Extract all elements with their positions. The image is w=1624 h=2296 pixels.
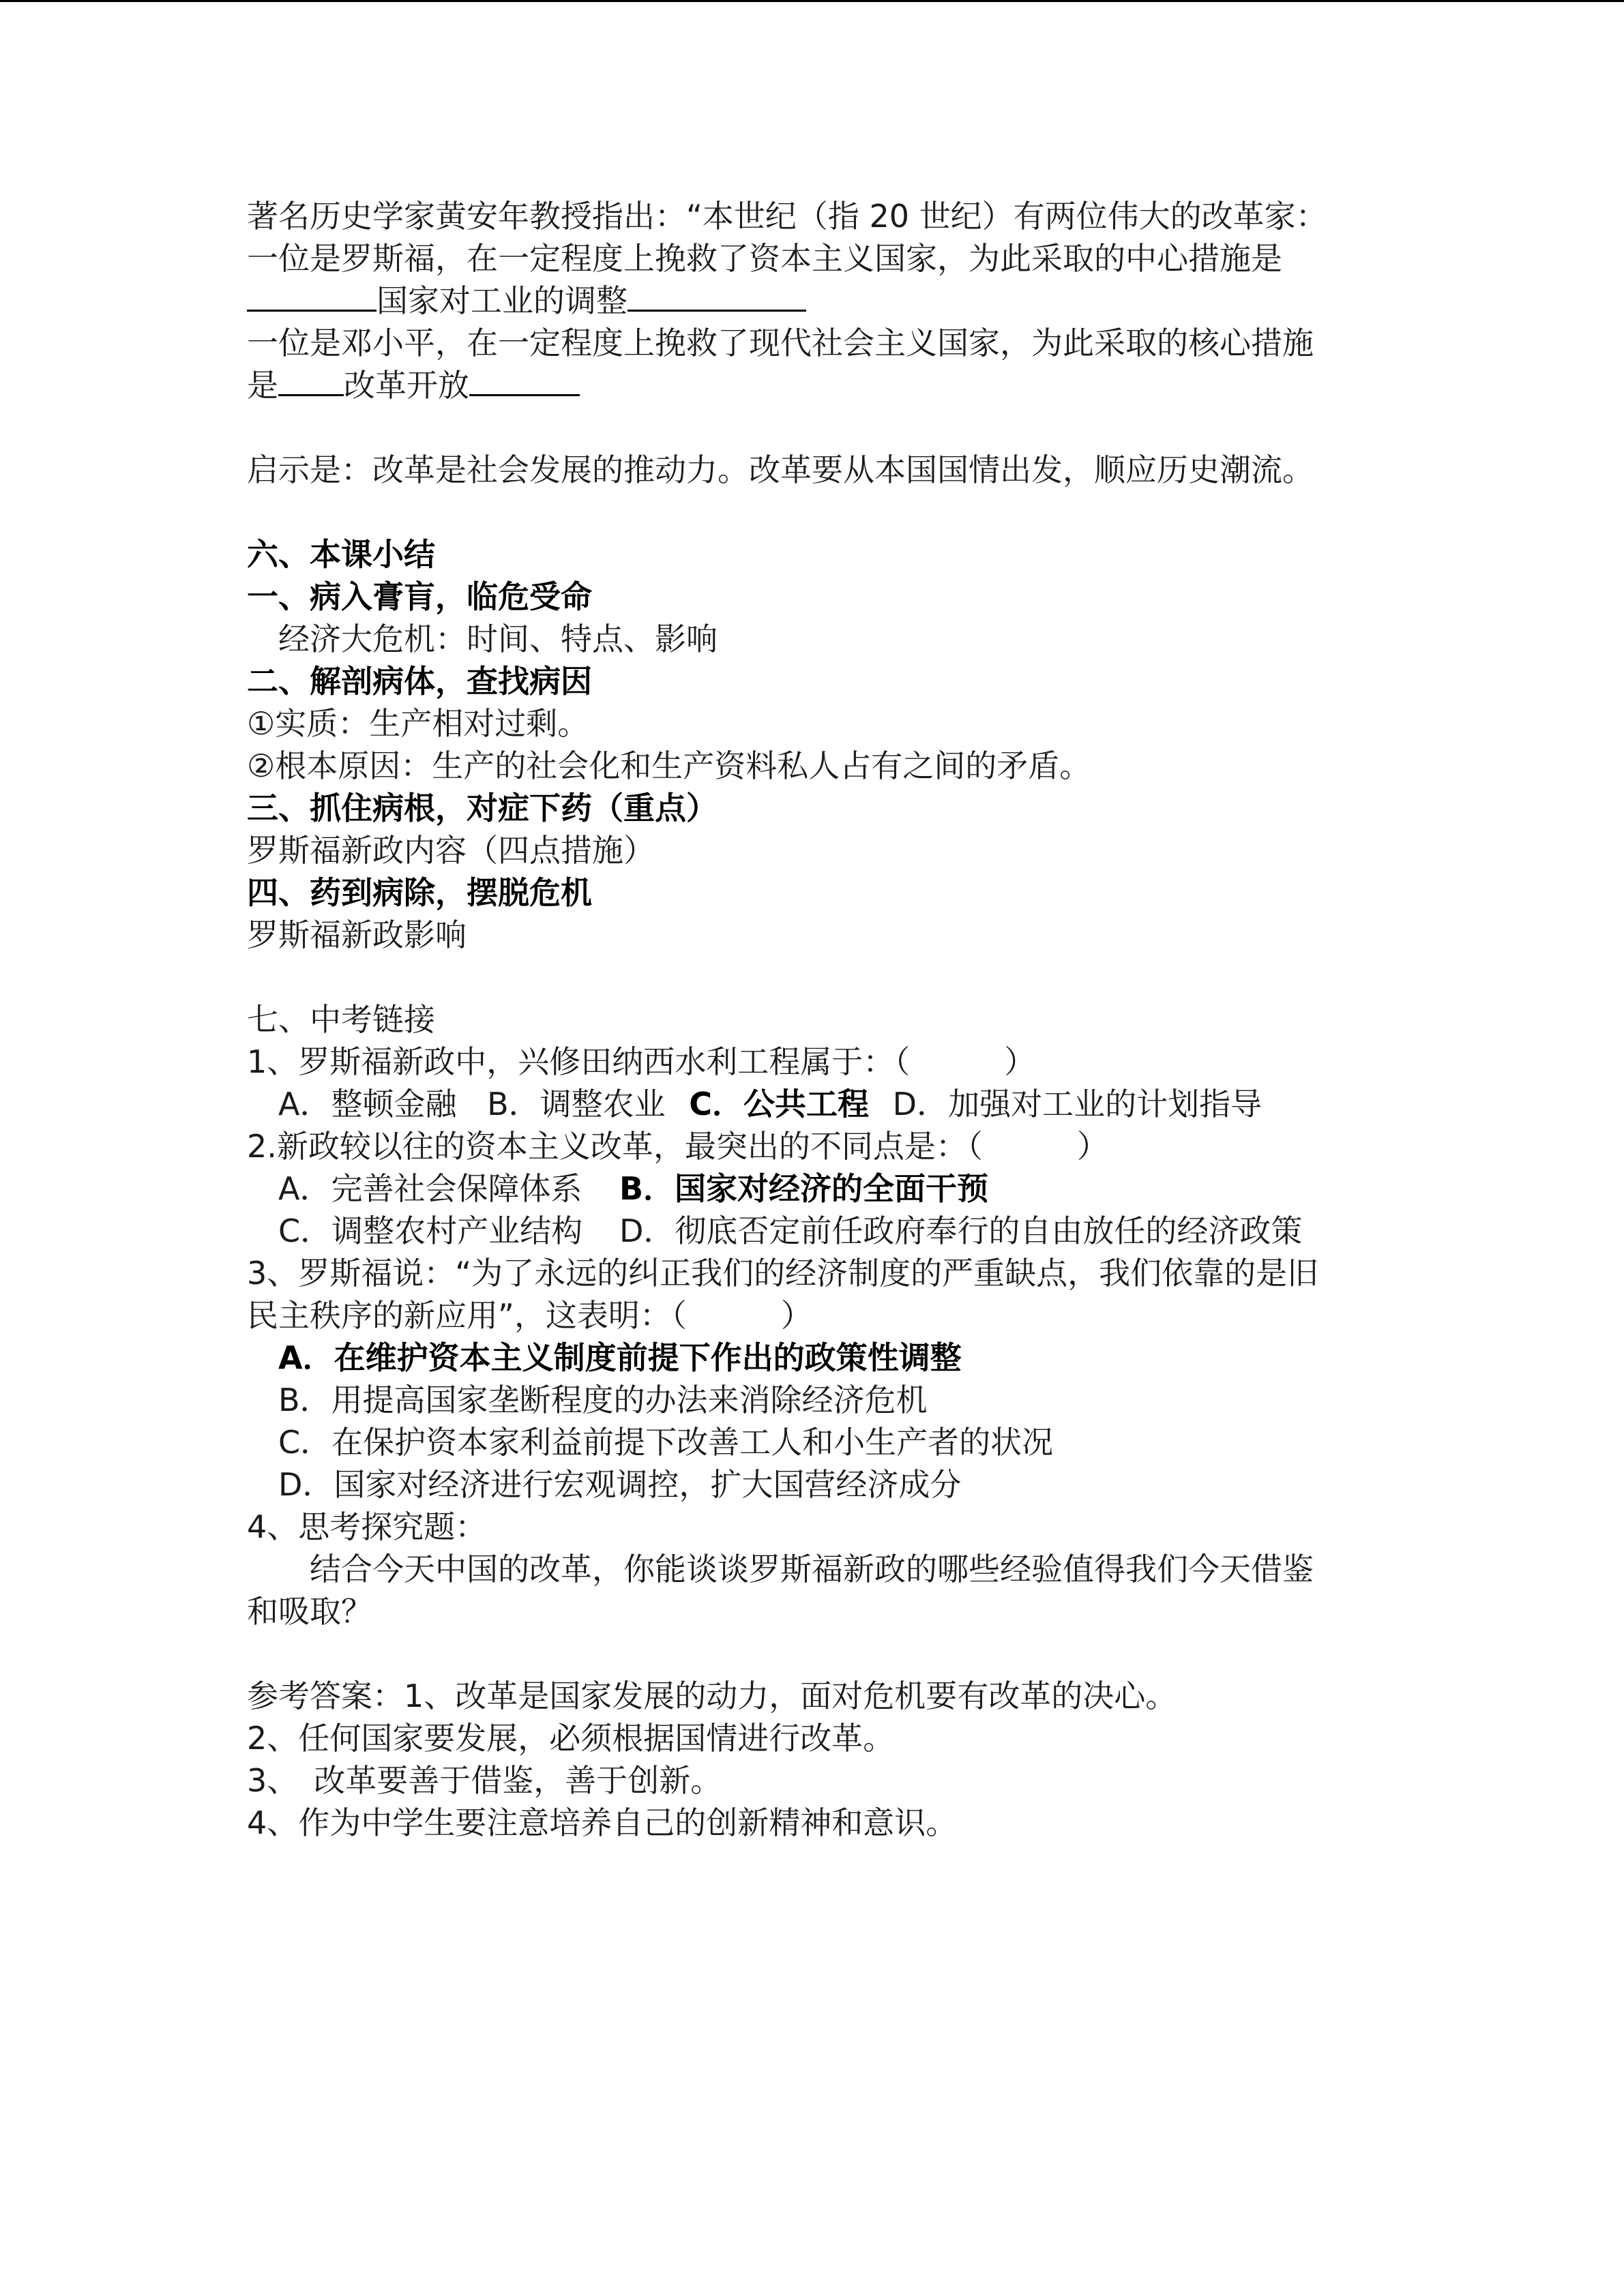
- summary-section-2-title: 二、解剖病体，查找病因: [247, 663, 592, 700]
- question-4-body-line-1: 结合今天中国的改革，你能谈谈罗斯福新政的哪些经验值得我们今天借鉴: [310, 1551, 1314, 1587]
- top-border-line: [0, 0, 1624, 2]
- summary-section-3-title: 三、抓住病根，对症下药（重点）: [247, 790, 718, 826]
- question-3-stem-line-2: 民主秩序的新应用”，这表明：（ ）: [247, 1297, 812, 1334]
- intro-line-3: [247, 280, 1393, 322]
- question-2-options-row-2: [247, 1210, 1393, 1252]
- question-1-option-a: A．整顿金融: [278, 1086, 457, 1122]
- summary-section-1-body: 经济大危机：时间、特点、影响: [278, 621, 718, 657]
- question-3-option-a: A．在维护资本主义制度前提下作出的政策性调整: [278, 1339, 962, 1376]
- insight-text: 启示是：改革是社会发展的推动力。改革要从本国国情出发，顺应历史潮流。: [247, 451, 1314, 488]
- intro-line-2: 一位是罗斯福，在一定程度上挽救了资本主义国家，为此采取的中心措施是: [247, 240, 1282, 277]
- exam-heading: 七、中考链接: [247, 1001, 435, 1038]
- intro-line-4: 一位是邓小平，在一定程度上挽救了现代社会主义国家，为此采取的核心措施: [247, 325, 1314, 361]
- question-4-body-line-2: 和吸取？: [247, 1593, 372, 1630]
- summary-section-2-item-1: ①实质：生产相对过剩。: [247, 705, 589, 742]
- answer-line-4: 4、作为中学生要注意培养自己的创新精神和意识。: [247, 1804, 958, 1841]
- fill-blank-lead-2: [278, 364, 344, 396]
- question-1-option-c: C．公共工程: [689, 1086, 870, 1122]
- summary-section-4-title: 四、药到病除，摆脱危机: [247, 874, 592, 911]
- fill-blank-trail-2: [469, 364, 580, 396]
- spacer: [247, 491, 1393, 533]
- spacer: [247, 406, 1393, 449]
- fill-blank-trail: [628, 280, 806, 312]
- spacer: [247, 956, 1393, 998]
- question-1-stem: 1、罗斯福新政中，兴修田纳西水利工程属于：（ ）: [247, 1043, 1036, 1080]
- intro-line-5: [247, 364, 1393, 406]
- question-2-option-c: C．调整农村产业结构: [278, 1212, 583, 1249]
- question-2-stem: 2.新政较以往的资本主义改革，最突出的不同点是：（ ）: [247, 1128, 1108, 1165]
- question-3-stem-line-1: 3、罗斯福说：“为了永远的纠正我们的经济制度的严重缺点，我们依靠的是旧: [247, 1255, 1319, 1292]
- answer-line-1: 参考答案：1、改革是国家发展的动力，面对危机要有改革的决心。: [247, 1678, 1177, 1714]
- question-1-option-d: D．加强对工业的计划指导: [892, 1086, 1263, 1122]
- question-1-option-b: B．调整农业: [487, 1086, 666, 1122]
- summary-section-1-title: 一、病入膏肓，临危受命: [247, 578, 592, 615]
- fill-blank-lead: [247, 280, 377, 312]
- answer-line-3: 3、 改革要善于借鉴，善于创新。: [247, 1762, 722, 1799]
- question-2-options-row-1: [247, 1167, 1393, 1210]
- question-2-option-a: A．完善社会保障体系: [278, 1170, 582, 1207]
- question-3-option-c: C．在保护资本家利益前提下改善工人和小生产者的状况: [278, 1424, 1054, 1461]
- fill-blank-answer-1: 国家对工业的调整: [377, 282, 628, 319]
- fill-blank-answer-2: 改革开放: [344, 367, 469, 404]
- question-2-option-b: B．国家对经济的全面干预: [619, 1170, 989, 1207]
- question-2-option-d: D．彻底否定前任政府奉行的自由放任的经济政策: [619, 1212, 1303, 1249]
- intro-line-5-prefix: 是: [247, 367, 278, 404]
- document-page: [247, 195, 1393, 1844]
- question-3-option-d: D．国家对经济进行宏观调控，扩大国营经济成分: [278, 1466, 962, 1503]
- question-1-options: [247, 1083, 1393, 1125]
- summary-section-2-item-2: ②根本原因：生产的社会化和生产资料私人占有之间的矛盾。: [247, 747, 1091, 784]
- intro-line-1: 著名历史学家黄安年教授指出：“本世纪（指 20 世纪）有两位伟大的改革家：: [247, 198, 1327, 235]
- summary-section-3-body: 罗斯福新政内容（四点措施）: [247, 832, 655, 869]
- question-3-option-b: B．用提高国家垄断程度的办法来消除经济危机: [278, 1382, 928, 1418]
- summary-heading: 六、本课小结: [247, 536, 435, 573]
- spacer: [247, 1632, 1393, 1675]
- question-4-title: 4、思考探究题：: [247, 1508, 487, 1545]
- answer-line-2: 2、任何国家要发展，必须根据国情进行改革。: [247, 1720, 895, 1757]
- summary-section-4-body: 罗斯福新政影响: [247, 916, 467, 953]
